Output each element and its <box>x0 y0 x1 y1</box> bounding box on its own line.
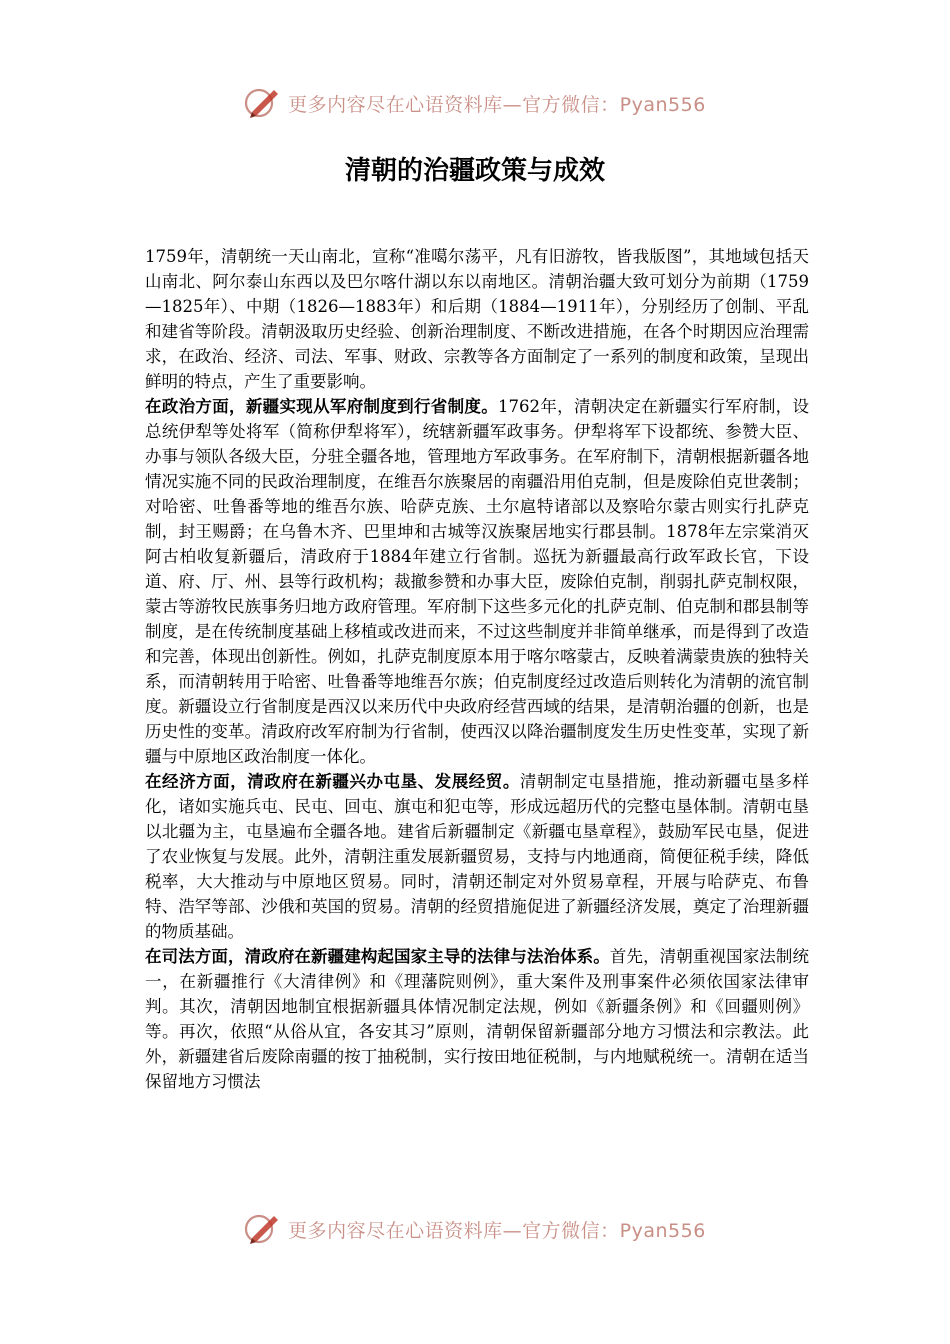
pen-logo-icon <box>244 86 282 120</box>
watermark-text: 更多内容尽在心语资料库—官方微信：Pyan556 <box>288 1219 706 1242</box>
paragraph-economy <box>145 769 809 944</box>
paragraph-text: 1762年，清朝决定在新疆实行军府制，设总统伊犁等处将军（简称伊犁将军），统辖新疆军政事务。伊犁将军下设都统、参赞大臣、办事与领队各级大臣，分驻全疆各地，管理地方军政事务。在军府制下，清朝根据新疆各地情况实施不同的民政治理制度，在维吾尔族聚居的南疆沿用伯克制，但是废除伯克世袭制；对哈密、吐鲁番等地的维吾尔族、哈萨克族、土尔扈特诸部以及察哈尔蒙古则实行扎萨克制，封王赐爵；在乌鲁木齐、巴里坤和古城等汉族聚居地实行郡县制。1878年左宗棠消灭阿古柏收复新疆后，清政府于1884年建立行省制。巡抚为新疆最高行政军政长官，下设道、府、厅、州、县等行政机构；裁撤参赞和办事大臣，废除伯克制，削弱扎萨克制权限，蒙古等游牧民族事务归地方政府管理。军府制下这些多元化的扎萨克制、伯克制和郡县制等制度，是在传统制度基础上移植或改进而来，不过这些制度并非简单继承，而是得到了改造和完善，体现出创新性。例如，扎萨克制度原本用于喀尔喀蒙古，反映着满蒙贵族的独特关系，而清朝转用于哈密、吐鲁番等地维吾尔族；伯克制度经过改造后则转化为清朝的流官制度。新疆设立行省制度是西汉以来历代中央政府经营西域的结果，是清朝治疆的创新，也是历史性的变革。清政府改军府制为行省制，使西汉以降治疆制度发生历史性变革，实现了新疆与中原地区政治制度一体化。 <box>145 397 809 766</box>
paragraph-intro <box>145 244 809 394</box>
paragraph-text: 清朝制定屯垦措施，推动新疆屯垦多样化，诸如实施兵屯、民屯、回屯、旗屯和犯屯等，形成远超历代的完整屯垦体制。清朝屯垦以北疆为主，屯垦遍布全疆各地。建省后新疆制定《新疆屯垦章程》，鼓励军民屯垦，促进了农业恢复与发展。此外，清朝注重发展新疆贸易，支持与内地通商，简便征税手续，降低税率，大大推动与中原地区贸易。同时，清朝还制定对外贸易章程，开展与哈萨克、布鲁特、浩罕等部、沙俄和英国的贸易。清朝的经贸措施促进了新疆经济发展，奠定了治理新疆的物质基础。 <box>145 772 810 941</box>
watermark-text: 更多内容尽在心语资料库—官方微信：Pyan556 <box>288 93 706 116</box>
paragraph-text: 首先，清朝重视国家法制统一，在新疆推行《大清律例》和《理藩院则例》，重大案件及刑事案件必须依国家法律审判。其次，清朝因地制宜根据新疆具体情况制定法规，例如《新疆条例》和《回疆则例》等。再次，依照“从俗从宜，各安其习”原则，清朝保留新疆部分地方习惯法和宗教法。此外，新疆建省后废除南疆的按丁抽税制，实行按田地征税制，与内地赋税统一。清朝在适当保留地方习惯法 <box>145 947 810 1091</box>
watermark-footer <box>0 1212 950 1246</box>
paragraph-judiciary <box>145 944 809 1094</box>
pen-logo-icon <box>244 1212 282 1246</box>
paragraph-heading: 在司法方面，清政府在新疆建构起国家主导的法律与法治体系。 <box>145 947 610 966</box>
paragraph-politics <box>145 394 809 769</box>
paragraph-heading: 在经济方面，清政府在新疆兴办屯垦、发展经贸。 <box>145 772 520 791</box>
paragraph-heading: 在政治方面，新疆实现从军府制度到行省制度。 <box>145 397 499 416</box>
watermark-header <box>0 86 950 120</box>
paragraph-text: 1759年，清朝统一天山南北，宣称“准噶尔荡平，凡有旧游牧，皆我版图”，其地域包括天山南北、阿尔泰山东西以及巴尔喀什湖以东以南地区。清朝治疆大致可划分为前期（1759—1825年）、中期（1826—1883年）和后期（1884—1911年），分别经历了创制、平乱和建省等阶段。清朝汲取历史经验、创新治理制度、不断改进措施，在各个时期因应治理需求，在政治、经济、司法、军事、财政、宗教等各方面制定了一系列的制度和政策，呈现出鲜明的特点，产生了重要影响。 <box>145 247 809 391</box>
document-body <box>145 244 809 1094</box>
document-title: 清朝的治疆政策与成效 <box>344 156 605 186</box>
